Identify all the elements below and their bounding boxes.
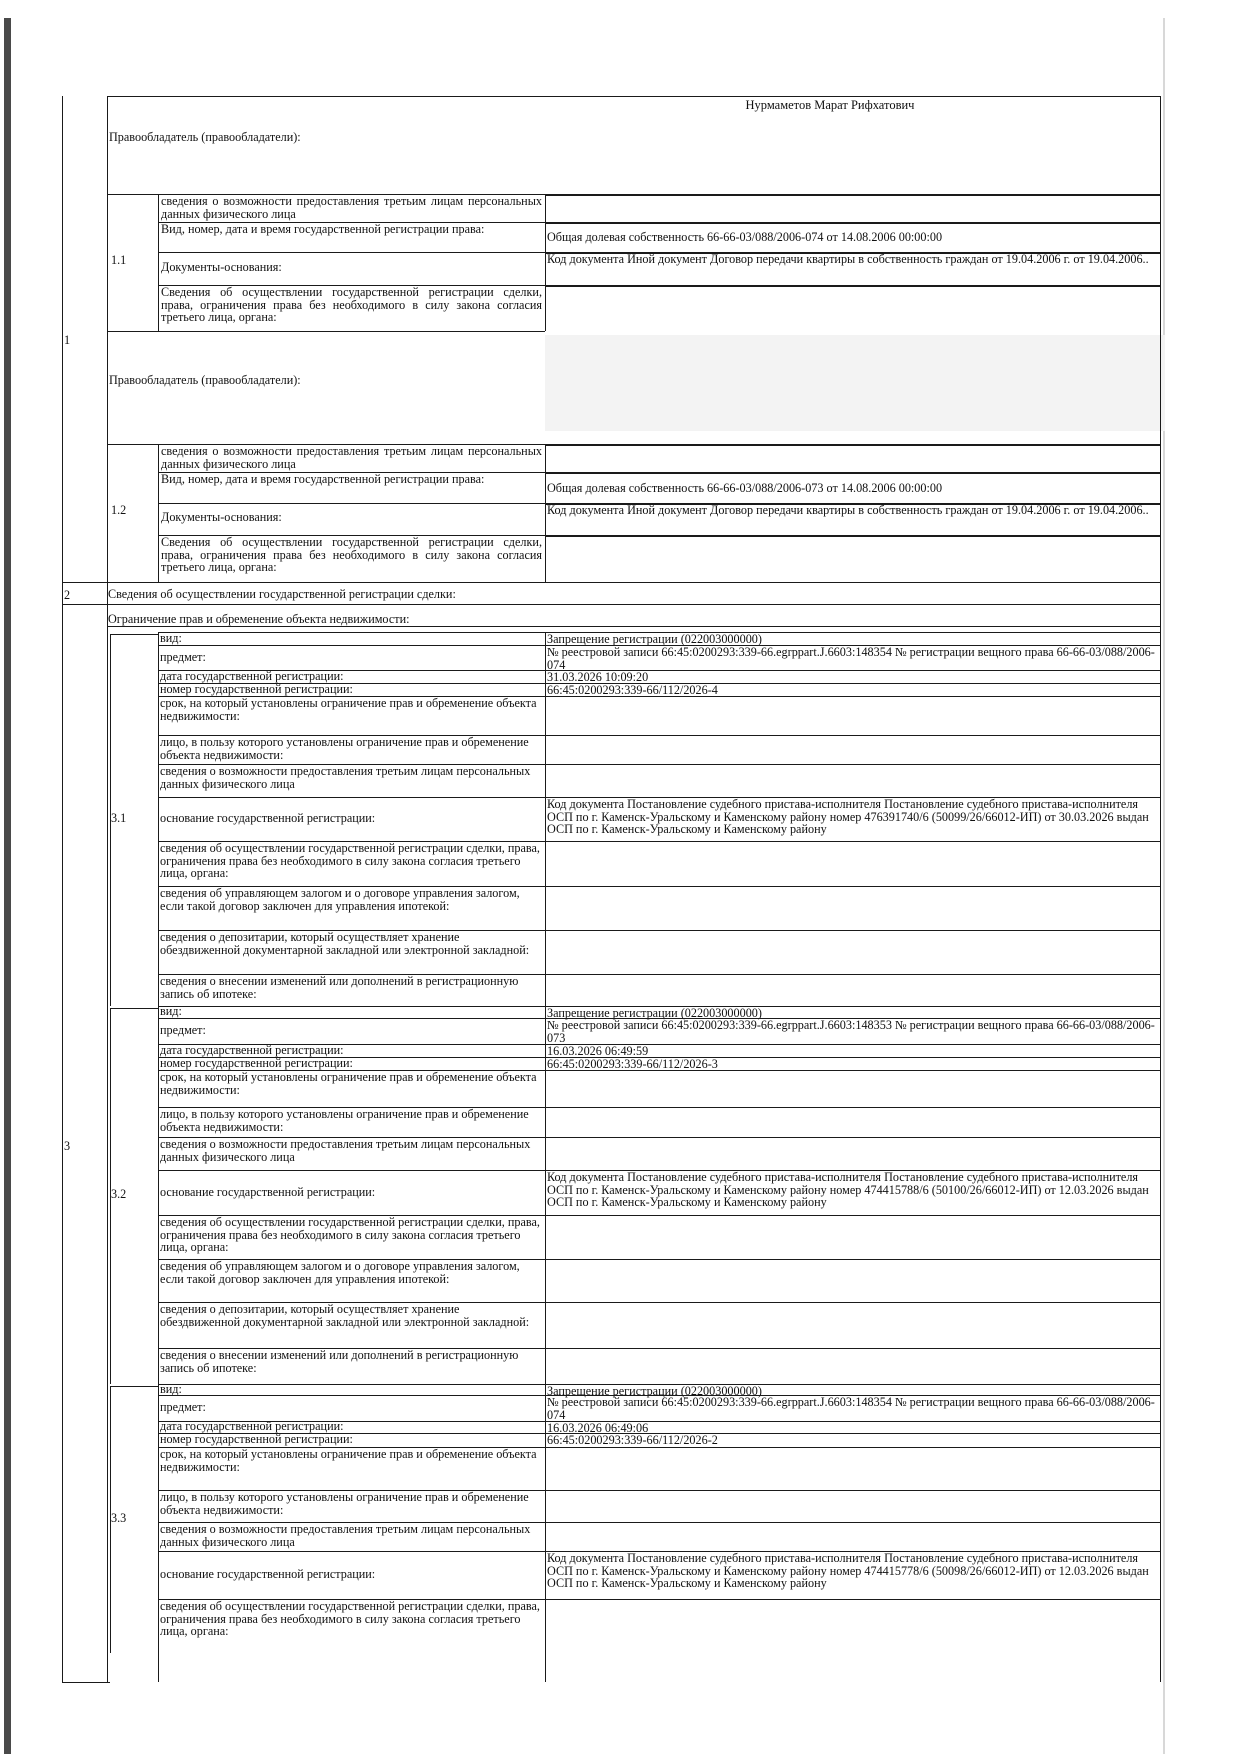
field-label: номер государственной регистрации:: [160, 1432, 353, 1446]
field-label: Документы-основания:: [161, 510, 282, 524]
field-label: Сведения об осуществлении государственной регистрации сделки, права, ограничения права без необходимого в силу закона согласия третьего лица, органа:: [161, 535, 542, 575]
field-value: Запрещение регистрации (022003000000): [547, 633, 762, 646]
field-value: Код документа Иной документ Договор передачи квартиры в собственность граждан от 19.04.2006 г. от 19.04.2006..: [547, 504, 1149, 517]
field-label: предмет:: [160, 1400, 206, 1414]
column-divider: [545, 444, 546, 582]
field-label: сведения о возможности предоставления третьим лицам персональных данных физического лица: [160, 1137, 531, 1164]
field-label: сведения о возможности предоставления третьим лицам персональных данных физического лица: [161, 194, 542, 221]
field-label: сведения об управляющем залогом и о договоре управления залогом, если такой договор заключен для управления ипотекой:: [160, 886, 520, 913]
subsection-number: 1.1: [111, 252, 127, 267]
field-value: Код документа Постановление судебного пристава-исполнителя Постановление судебного пристава-исполнителя ОСП по г. Каменск-Уральскому и Каменскому району номер 476391740/6 (50099/26/66012-ИП) от 30.03.2026 выдан ОСП по г. Каменск-Уральскому и Каменскому району: [547, 798, 1149, 837]
field-value: 66:45:0200293:339-66/112/2026-3: [547, 1058, 718, 1071]
field-value: Запрещение регистрации (022003000000): [547, 1007, 762, 1020]
column-divider: [545, 1653, 546, 1682]
row-divider: [158, 1070, 1160, 1071]
field-label: Вид, номер, дата и время государственной регистрации права:: [161, 222, 485, 236]
column-divider: [158, 1653, 159, 1682]
field-label: Сведения об осуществлении государственной регистрации сделки:: [108, 587, 456, 601]
column-divider: [158, 1006, 159, 1384]
field-label: номер государственной регистрации:: [160, 681, 353, 696]
field-label: вид:: [160, 630, 182, 645]
field-value: Код документа Постановление судебного пристава-исполнителя Постановление судебного пристава-исполнителя ОСП по г. Каменск-Уральскому и Каменскому району номер 474415778/6 (50098/26/66012-ИП) от 12.03.2026 выдан ОСП по г. Каменск-Уральскому и Каменскому району: [547, 1552, 1149, 1591]
section-divider: [62, 582, 1160, 583]
row-divider: [158, 1395, 1160, 1396]
subsection-divider: [110, 1008, 111, 1384]
field-label: сведения о возможности предоставления третьим лицам персональных данных физического лица: [160, 764, 531, 791]
owner-label: Правообладатель (правообладатели):: [109, 130, 301, 144]
field-label: лицо, в пользу которого установлены ограничение прав и обременение объекта недвижимости:: [160, 735, 529, 762]
owner-rows-top: [107, 444, 1160, 445]
value-underline: [545, 253, 1160, 254]
scan-right-edge: [1163, 18, 1165, 1754]
row-divider: [158, 1599, 1160, 1600]
row-divider: [158, 764, 1160, 765]
subsection-number: 3.1: [111, 811, 127, 825]
row-divider: [158, 930, 1160, 931]
subsection-divider: [110, 634, 158, 635]
field-label: номер государственной регистрации:: [160, 1055, 353, 1070]
section-number: 1: [64, 333, 71, 347]
scan-left-edge: [4, 18, 11, 1754]
row-divider: [158, 645, 1160, 646]
table-left-border: [62, 96, 63, 1682]
field-label: основание государственной регистрации:: [160, 811, 376, 825]
field-label: Сведения об осуществлении государственной регистрации сделки, права, ограничения права без необходимого в силу закона согласия третьего лица, органа:: [161, 285, 542, 325]
row-divider: [158, 696, 1160, 697]
field-label: сведения о депозитарии, который осуществляет хранение обездвиженной документарной закладной или электронной закладной:: [160, 930, 530, 957]
field-label: срок, на который установлены ограничение прав и обременение объекта недвижимости:: [160, 696, 537, 723]
field-value: № реестровой записи 66:45:0200293:339-66.egrppart.J.6603:148354 № регистрации вещного права 66-66-03/088/2006-074: [547, 646, 1155, 672]
field-label: предмет:: [160, 649, 206, 664]
field-label: дата государственной регистрации:: [160, 668, 344, 683]
field-value: Общая долевая собственность 66-66-03/088/2006-074 от 14.08.2006 00:00:00: [547, 231, 943, 244]
field-label: предмет:: [160, 1023, 206, 1037]
row-divider: [158, 1551, 1160, 1552]
row-divider: [158, 1170, 1160, 1171]
field-label: сведения о возможности предоставления третьим лицам персональных данных физического лица: [161, 444, 542, 471]
column-divider: [158, 632, 159, 1006]
value-underline: [545, 473, 1160, 474]
row-divider: [158, 974, 1160, 975]
column-divider: [545, 1006, 546, 1384]
field-value: 16.03.2026 06:49:06: [547, 1422, 649, 1435]
field-label: сведения об осуществлении государственной регистрации сделки, права, ограничения права без необходимого в силу закона согласия третьего лица, органа:: [160, 1215, 540, 1255]
field-value: Общая долевая собственность 66-66-03/088/2006-073 от 14.08.2006 00:00:00: [547, 481, 943, 495]
field-value: № реестровой записи 66:45:0200293:339-66.egrppart.J.6603:148354 № регистрации вещного права 66-66-03/088/2006-074: [547, 1396, 1155, 1422]
field-value: Код документа Иной документ Договор передачи квартиры в собственность граждан от 19.04.2006 г. от 19.04.2006..: [547, 253, 1149, 266]
value-underline: [545, 286, 1160, 287]
row-divider: [158, 1348, 1160, 1349]
row-divider: [158, 1421, 1160, 1422]
row-divider: [158, 670, 1160, 671]
owner-label: Правообладатель (правообладатели):: [109, 372, 301, 387]
row-divider: [158, 1057, 1160, 1058]
row-divider: [158, 841, 1160, 842]
field-label: сведения о внесении изменений или дополнений в регистрационную запись об ипотеке:: [160, 1348, 519, 1375]
row-divider: [158, 1384, 1160, 1385]
field-value: 66:45:0200293:339-66/112/2026-4: [547, 684, 718, 697]
field-label: сведения об осуществлении государственной регистрации сделки, права, ограничения права без необходимого в силу закона согласия третьего лица, органа:: [160, 841, 540, 881]
row-divider: [158, 1215, 1160, 1216]
table-bottom-border: [62, 1682, 110, 1683]
section-divider: [62, 604, 1160, 605]
column-divider: [158, 1384, 159, 1653]
field-value: 66:45:0200293:339-66/112/2026-2: [547, 1434, 718, 1447]
row-divider: [158, 886, 1160, 887]
owner-name: Нурмаметов Марат Рифхатович: [745, 98, 915, 112]
section-number: 2: [64, 588, 71, 602]
row-divider: [158, 1302, 1160, 1303]
row-divider: [158, 1259, 1160, 1260]
owner-rows-top: [107, 194, 1160, 195]
row-divider: [158, 1522, 1160, 1523]
row-divider: [158, 1490, 1160, 1491]
subsection-divider: [110, 1386, 111, 1653]
field-label: основание государственной регистрации:: [160, 1184, 376, 1199]
redacted-area: [545, 335, 1165, 431]
row-divider: [158, 1433, 1160, 1434]
row-divider: [158, 1447, 1160, 1448]
field-label: сведения о внесении изменений или дополнений в регистрационную запись об ипотеке:: [160, 974, 519, 1001]
field-label: вид:: [160, 1004, 182, 1018]
field-value: Запрещение регистрации (022003000000): [547, 1385, 762, 1398]
column-divider: [158, 444, 159, 582]
value-underline: [545, 223, 1160, 224]
field-label: вид:: [160, 1381, 182, 1396]
row-divider: [158, 1006, 1160, 1007]
row-divider: [158, 1107, 1160, 1108]
field-label: основание государственной регистрации:: [160, 1567, 376, 1581]
section-title: Ограничение прав и обременение объекта недвижимости:: [108, 612, 410, 626]
section-number: 3: [64, 1139, 71, 1153]
row-divider: [158, 735, 1160, 736]
field-label: лицо, в пользу которого установлены ограничение прав и обременение объекта недвижимости:: [160, 1107, 529, 1134]
row-divider: [158, 1044, 1160, 1045]
subsection-number: 3.3: [111, 1510, 127, 1525]
subsection-divider: [110, 1386, 158, 1387]
field-label: сведения о возможности предоставления третьим лицам персональных данных физического лица: [160, 1522, 531, 1549]
field-label: Документы-основания:: [161, 259, 282, 274]
field-value: Код документа Постановление судебного пристава-исполнителя Постановление судебного пристава-исполнителя ОСП по г. Каменск-Уральскому и Каменскому району номер 474415788/6 (50100/26/66012-ИП) от 12.03.2026 выдан ОСП по г. Каменск-Уральскому и Каменскому району: [547, 1171, 1149, 1210]
subsection-number: 1.2: [111, 503, 127, 517]
row-divider: [158, 632, 1160, 633]
value-underline: [545, 445, 1160, 446]
subsection-divider: [110, 1008, 158, 1009]
row-divider: [158, 1137, 1160, 1138]
field-label: сведения об управляющем залогом и о договоре управления залогом, если такой договор заключен для управления ипотекой:: [160, 1259, 520, 1286]
value-underline: [545, 195, 1160, 196]
field-label: сведения об осуществлении государственной регистрации сделки, права, ограничения права без необходимого в силу закона согласия третьего лица, органа:: [160, 1599, 540, 1639]
section-divider: [107, 626, 1160, 627]
field-label: дата государственной регистрации:: [160, 1042, 344, 1057]
subsection-divider: [110, 634, 111, 1006]
value-underline: [545, 504, 1160, 505]
column-divider: [545, 632, 546, 1006]
subsection-number: 3.2: [111, 1187, 127, 1201]
column-divider: [545, 1384, 546, 1653]
field-label: дата государственной регистрации:: [160, 1419, 344, 1433]
number-column-divider: [107, 96, 108, 1682]
field-value: № реестровой записи 66:45:0200293:339-66.egrppart.J.6603:148353 № регистрации вещного права 66-66-03/088/2006-073: [547, 1019, 1155, 1045]
field-label: Вид, номер, дата и время государственной регистрации права:: [161, 472, 485, 486]
table-right-border: [1160, 96, 1161, 1682]
field-label: сведения о депозитарии, который осуществляет хранение обездвиженной документарной закладной или электронной закладной:: [160, 1302, 530, 1329]
field-label: лицо, в пользу которого установлены ограничение прав и обременение объекта недвижимости:: [160, 1490, 529, 1517]
value-underline: [545, 536, 1160, 537]
owner-block-top: [107, 331, 545, 332]
field-value: 31.03.2026 10:09:20: [547, 671, 649, 684]
field-label: срок, на который установлены ограничение прав и обременение объекта недвижимости:: [160, 1070, 537, 1097]
row-divider: [158, 797, 1160, 798]
field-value: 16.03.2026 06:49:59: [547, 1045, 649, 1058]
column-divider: [545, 194, 546, 331]
table-top-border: [107, 96, 1160, 97]
field-label: срок, на который установлены ограничение прав и обременение объекта недвижимости:: [160, 1447, 537, 1474]
column-divider: [158, 194, 159, 331]
row-divider: [158, 1018, 1160, 1019]
row-divider: [158, 683, 1160, 684]
